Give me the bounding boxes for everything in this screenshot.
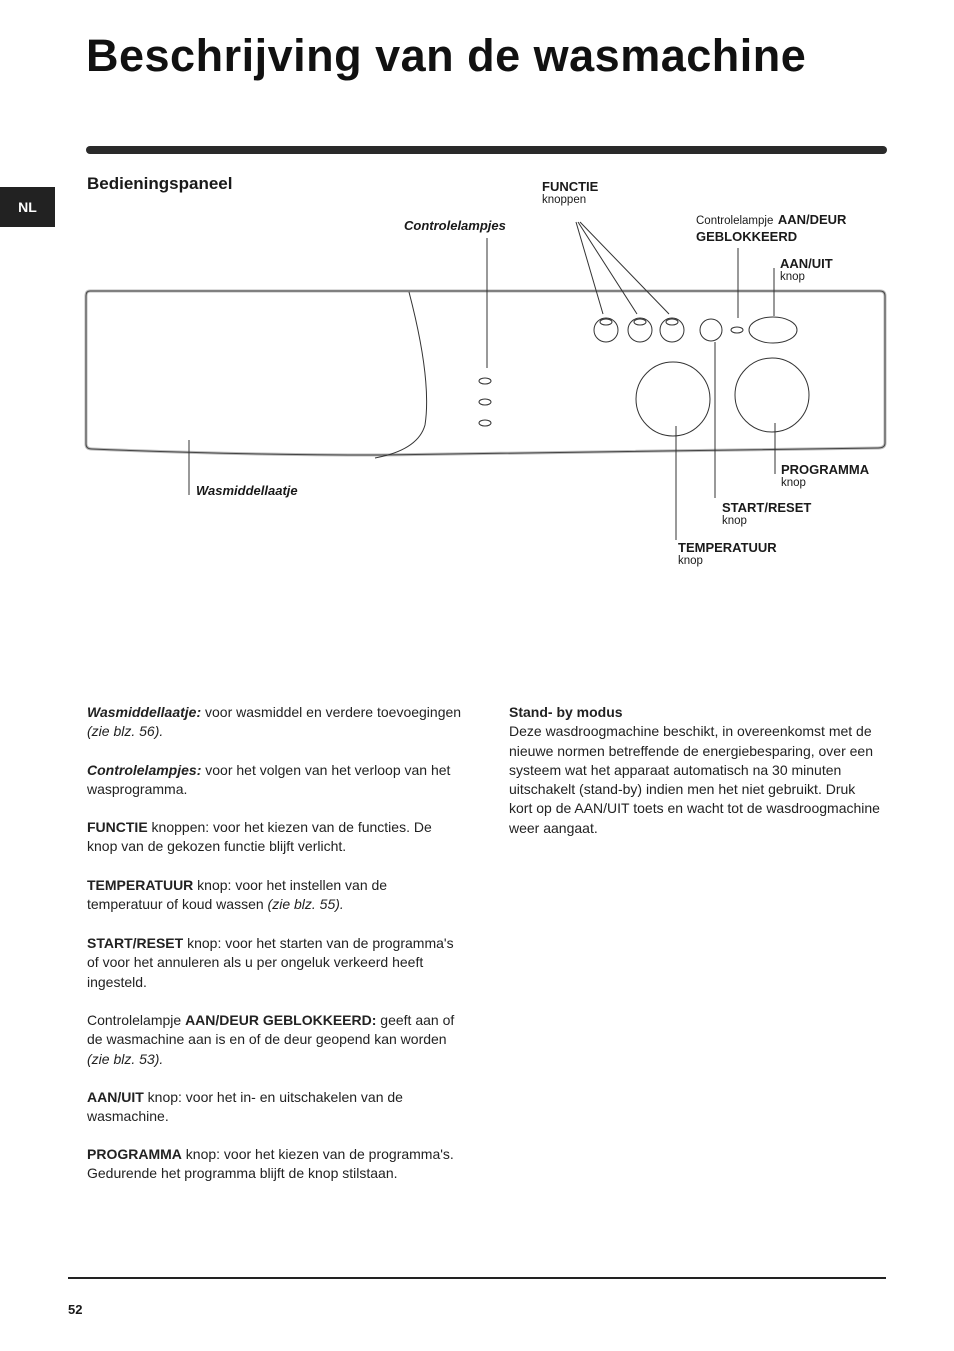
- desc-wasmiddellaatje: Wasmiddellaatje: voor wasmiddel en verdere toevoegingen (zie blz. 56).: [87, 704, 462, 740]
- detergent-drawer-edge: [375, 292, 427, 458]
- function-button-1: [594, 318, 618, 342]
- indicator-light-2: [479, 399, 491, 405]
- desc-door-locked: Controlelampje AAN/DEUR GEBLOKKEERD: geeft aan of de wasmachine aan is en of de deur geopend kan worden (zie blz. 53).: [87, 1012, 455, 1067]
- label-functie: FUNCTIE knoppen: [542, 179, 599, 206]
- label-temperatuur: TEMPERATUUR knop: [678, 540, 777, 567]
- standby-text: Deze wasdroogmachine beschikt, in overeenkomst met de nieuwe normen betreffende de energiebesparing, over een systeem wat het apparaat automatisch na 30 minuten uitschakelt (stand-by) indien men het niet gebruikt. Druk kort op de AAN/UIT toets en wacht tot de wasdroogmachine weer aangaat.: [509, 723, 880, 836]
- desc-temperatuur: TEMPERATUUR knop: voor het instellen van de temperatuur of koud wassen (zie blz. 55).: [87, 877, 388, 913]
- standby-section: [509, 703, 881, 838]
- on-off-button: [749, 317, 797, 343]
- label-door-locked: Controlelampje AAN/DEUR GEBLOKKEERD: [696, 212, 847, 244]
- panel-outline: [86, 291, 885, 455]
- desc-programma: PROGRAMMA knop: voor het kiezen van de programma's. Gedurende het programma blijft de knop stilstaan.: [87, 1146, 454, 1182]
- section-heading: Bedieningspaneel: [87, 174, 233, 193]
- page-number: 52: [68, 1302, 83, 1317]
- start-reset-button: [700, 319, 722, 341]
- indicator-light-1: [479, 378, 491, 384]
- desc-start-reset: START/RESET knop: voor het starten van de programma's of voor het annuleren als u per ongeluk verkeerd heeft ingesteld.: [87, 935, 454, 990]
- label-wasmiddellaatje: Wasmiddellaatje: [196, 483, 298, 498]
- label-aan-uit: AAN/UIT knop: [780, 256, 833, 283]
- temperature-knob: [636, 362, 710, 436]
- label-start-reset: START/RESET knop: [722, 500, 812, 527]
- page-title: Beschrijving van de wasmachine: [86, 30, 807, 81]
- panel-outline-inner: [86, 291, 885, 455]
- footer-divider: [68, 1277, 886, 1279]
- indicator-light-3: [479, 420, 491, 426]
- door-locked-lamp: [731, 327, 743, 333]
- desc-aan-uit: AAN/UIT knop: voor het in- en uitschakelen van de wasmachine.: [87, 1089, 403, 1125]
- desc-controlelampjes: Controlelampjes: voor het volgen van het verloop van het wasprogramma.: [87, 762, 451, 798]
- standby-heading: Stand- by modus: [509, 704, 623, 720]
- desc-functie: FUNCTIE knoppen: voor het kiezen van de functies. De knop van de gekozen functie blijft verlicht.: [87, 819, 432, 855]
- label-controlelampjes: Controlelampjes: [404, 218, 506, 233]
- function-button-3: [660, 318, 684, 342]
- label-programma: PROGRAMMA knop: [781, 462, 870, 489]
- program-knob: [735, 358, 809, 432]
- function-button-2: [628, 318, 652, 342]
- language-tab: NL: [0, 187, 55, 227]
